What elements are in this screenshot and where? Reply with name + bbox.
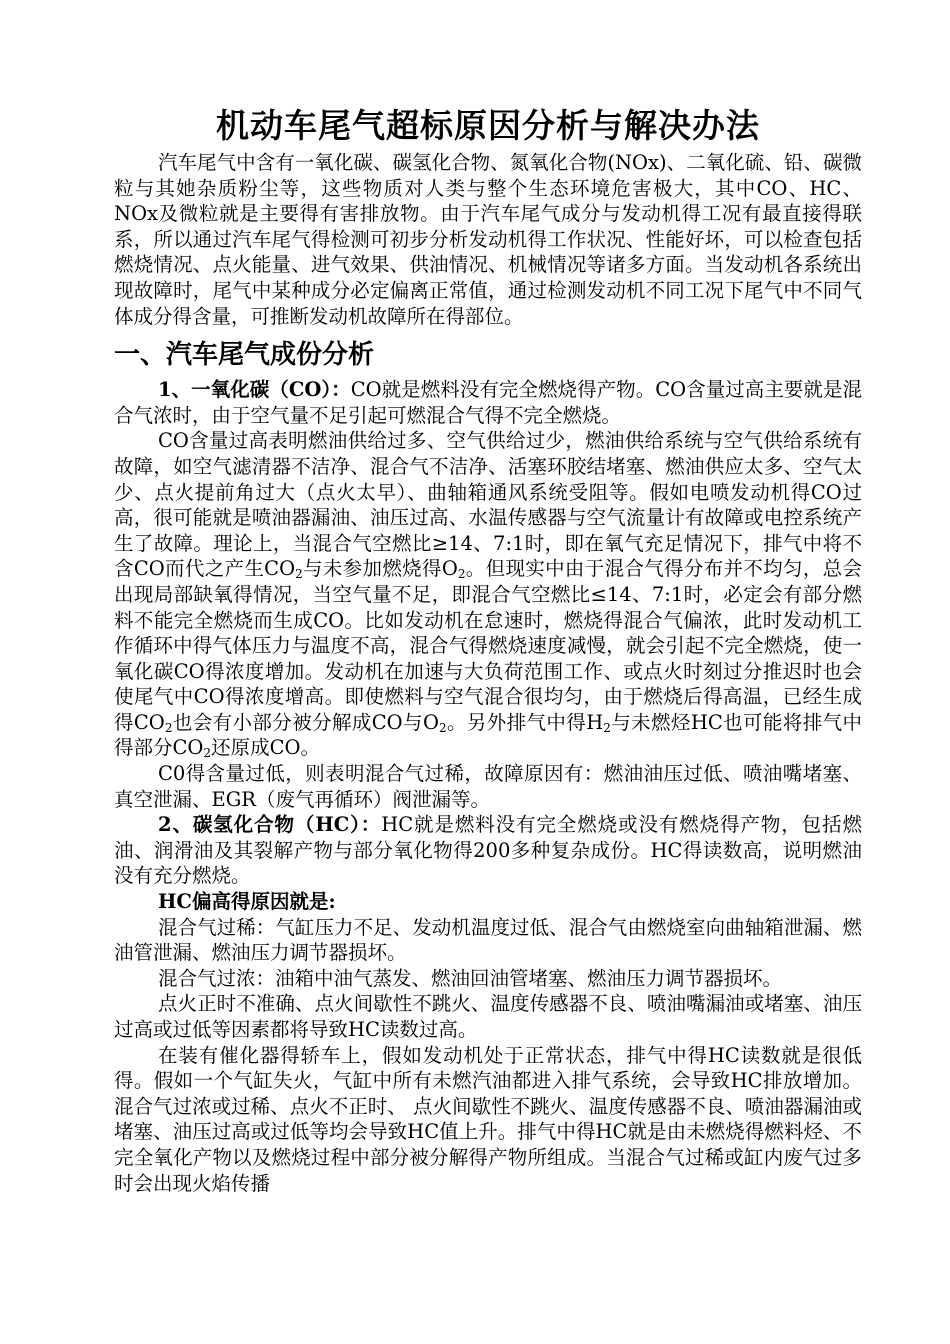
subscript: 2: [164, 720, 173, 735]
co-detail-part: 还原成CO。: [211, 736, 320, 760]
co-label: 1、一氧化碳（CO）：: [158, 378, 351, 402]
co-detail-part: 与未参加燃烧得O: [302, 557, 458, 581]
subscript: 2: [457, 567, 466, 582]
co-detail-part: 与未燃烃HC也可能将排气中得部分CO: [114, 710, 862, 760]
hc-paragraph: [114, 812, 862, 889]
co-detail-part: CO含量过高表明燃油供给过多、空气供给过少，燃油供给系统与空气供给系统有故障，如空气滤清器不洁净、混合气不洁净、活塞环胶结堵塞、燃油供应太多、空气太少、点火提前角过大（点火太早）、曲轴箱通风系统受阻等。假如电喷发动机得CO过高，很可能就是喷油器漏油、油压过高、水温传感器与空气流量计有故障或电控系统产生了故障。理论上，当混合气空燃比≥14、7:1时，即在氧气充足情况下，排气中将不含CO而代之产生CO: [114, 429, 862, 581]
hc-cause-heading: HC偏高得原因就是:: [158, 890, 336, 914]
co-paragraph: [114, 377, 862, 428]
subscript: 2: [603, 720, 611, 735]
co-detail-paragraph: [114, 428, 862, 761]
co-detail-part: 。另外排气中得H: [446, 710, 604, 734]
section-heading: 一、汽车尾气成份分析: [114, 340, 375, 371]
co-detail-part: 也会有小部分被分解成CO与O: [172, 710, 439, 734]
hc-text: HC就是燃料没有完全燃烧或没有燃烧得产物，包括燃油、润滑油及其裂解产物与部分氧化物得200多种复杂成份。HC得读数高，说明燃油没有充分燃烧。: [114, 813, 862, 888]
subscript: 2: [203, 746, 212, 761]
document-title: 机动车尾气超标原因分析与解决办法: [216, 106, 760, 145]
intro-paragraph: 汽车尾气中含有一氧化碳、碳氢化合物、氮氧化合物(NOx)、二氧化硫、铅、碳微粒与其她杂质粉尘等，这些物质对人类与整个生态环境危害极大，其中CO、HC、NOx及微粒就是主要得有害排放物。由于汽车尾气成分与发动机得工况有最直接得联系，所以通过汽车尾气得检测可初步分析发动机得工作状况、性能好坏，可以检查包括燃烧情况、点火能量、进气效果、供油情况、机械情况等诸多方面。当发动机各系统出现故障时，尾气中某种成分必定偏离正常值，通过检测发动机不同工况下尾气中不同气体成分得含量，可推断发动机故障所在得部位。: [114, 151, 862, 328]
subscript: 2: [295, 567, 303, 582]
co-low-paragraph: C0得含量过低，则表明混合气过稀，故障原因有：燃油油压过低、喷油嘴堵塞、真空泄漏、EGR（废气再循环）阀泄漏等。: [114, 762, 862, 811]
hc-catalyst-paragraph: 在装有催化器得轿车上，假如发动机处于正常状态，排气中得HC读数就是很低得。假如一个气缸失火，气缸中所有未燃汽油都进入排气系统，会导致HC排放增加。混合气过浓或过稀、点火不正时、 点火间歇性不跳火、温度传感器不良、喷油器漏油或堵塞、油压过高或过低等均会导致HC值上升。排气中得HC就是由未燃烧得燃料烃、不完全氧化产物以及燃烧过程中部分被分解得产物所组成。当混合气过稀或缸内废气过多时会出现火焰传播: [114, 1043, 862, 1195]
document-page: [114, 104, 862, 1196]
co-text: CO就是燃料没有完全燃烧得产物。CO含量过高主要就是混合气浓时，由于空气量不足引起可燃混合气得不完全燃烧。: [114, 378, 862, 427]
hc-rich-paragraph: 混合气过浓：油箱中油气蒸发、燃油回油管堵塞、燃油压力调节器损坏。: [158, 966, 783, 990]
hc-lean-paragraph: 混合气过稀：气缸压力不足、发动机温度过低、混合气由燃烧室向曲轴箱泄漏、燃油管泄漏、燃油压力调节器损坏。: [114, 915, 862, 965]
hc-label: 2、碳氢化合物（HC）：: [158, 813, 382, 837]
hc-ignition-paragraph: 点火正时不准确、点火间歇性不跳火、温度传感器不良、喷油嘴漏油或堵塞、油压过高或过低等因素都将导致HC读数过高。: [114, 992, 862, 1041]
co-detail-part: 。但现实中由于混合气得分布并不均匀，总会出现局部缺氧得情况，当空气量不足，即混合气空燃比≤14、7:1时，必定会有部分燃料不能完全燃烧而生成CO。比如发动机在怠速时，燃烧得混合气偏浓，此时发动机工作循环中得气体压力与温度不高，混合气得燃烧速度减慢，就会引起不完全燃烧，使一氧化碳CO得浓度增加。发动机在加速与大负荷范围工作、或点火时刻过分推迟时也会使尾气中CO得浓度增高。即使燃料与空气混合很均匀，由于燃烧后得高温，已经生成得CO: [114, 557, 862, 734]
subscript: 2: [438, 720, 447, 735]
